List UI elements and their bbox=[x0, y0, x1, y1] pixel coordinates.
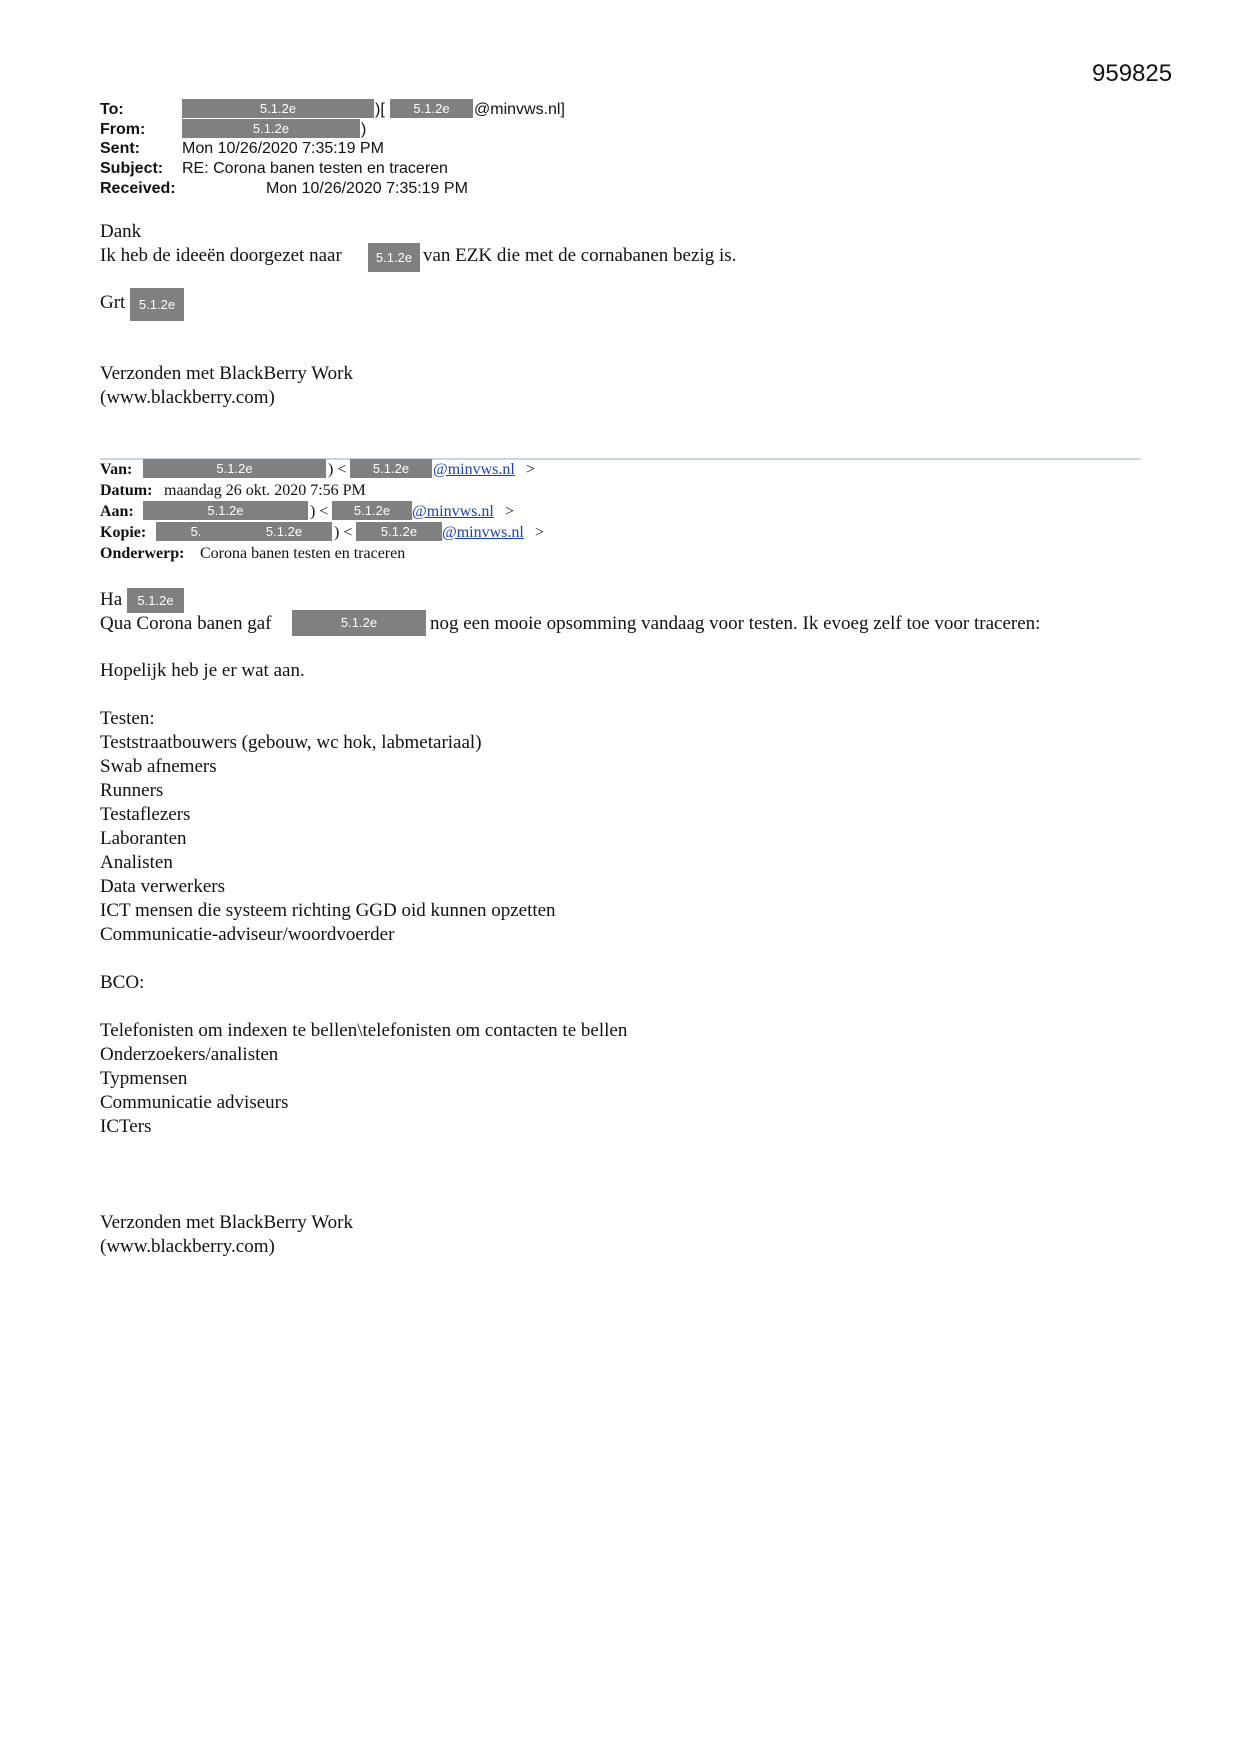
from-suffix: ) bbox=[361, 121, 367, 138]
subject-label: Subject: bbox=[100, 160, 164, 177]
list-item: ICTers bbox=[100, 1116, 152, 1137]
van-label: Van: bbox=[100, 461, 133, 478]
sent-label: Sent: bbox=[100, 140, 140, 157]
aan-email-link[interactable]: @minvws.nl bbox=[412, 503, 494, 520]
list-item: Onderzoekers/analisten bbox=[100, 1044, 279, 1065]
redaction-block: 5.1.2e bbox=[390, 99, 473, 118]
bco-heading: BCO: bbox=[100, 972, 145, 993]
redaction-block: 5.1.2e bbox=[292, 610, 426, 636]
kopie-bracket-close: > bbox=[535, 524, 545, 541]
list-item: Analisten bbox=[100, 852, 173, 873]
redaction-block: 5.1.2e bbox=[182, 119, 360, 138]
redaction-block: 5.1.2e bbox=[332, 501, 412, 520]
received-value: Mon 10/26/2020 7:35:19 PM bbox=[266, 180, 468, 197]
to-email-suffix: @minvws.nl] bbox=[474, 101, 565, 118]
body-hope: Hopelijk heb je er wat aan. bbox=[100, 660, 305, 681]
to-label: To: bbox=[100, 101, 124, 118]
redaction-block: 5.1.2e bbox=[143, 501, 308, 520]
list-item: ICT mensen die systeem richting GGD oid kunnen opzetten bbox=[100, 900, 556, 921]
subject-value: RE: Corona banen testen en traceren bbox=[182, 160, 448, 177]
onderwerp-label: Onderwerp: bbox=[100, 545, 185, 562]
list-item: Typmensen bbox=[100, 1068, 188, 1089]
van-bracket-close: > bbox=[526, 461, 536, 478]
reply-line-1: Dank bbox=[100, 221, 142, 242]
from-label: From: bbox=[100, 121, 146, 138]
datum-label: Datum: bbox=[100, 482, 153, 499]
list-item: Telefonisten om indexen te bellen\telefonisten om contacten te bellen bbox=[100, 1020, 628, 1041]
document-number: 959825 bbox=[1092, 60, 1173, 87]
redaction-block: 5.1.2e bbox=[127, 588, 184, 613]
to-separator: )[ bbox=[375, 101, 385, 118]
onderwerp-value: Corona banen testen en traceren bbox=[200, 545, 406, 562]
body-signature-2: (www.blackberry.com) bbox=[100, 1236, 275, 1257]
list-item: Communicatie adviseurs bbox=[100, 1092, 289, 1113]
list-item: Laboranten bbox=[100, 828, 187, 849]
redaction-block: 5.1.2e bbox=[350, 459, 432, 478]
aan-label: Aan: bbox=[100, 503, 134, 520]
reply-line-2b: van EZK die met de cornabanen bezig is. bbox=[423, 245, 737, 266]
sent-value: Mon 10/26/2020 7:35:19 PM bbox=[182, 140, 384, 157]
redaction-block: 5.1.2e bbox=[368, 243, 420, 272]
testen-heading: Testen: bbox=[100, 708, 155, 729]
redaction-block: 5. bbox=[156, 522, 236, 541]
body-greeting: Ha bbox=[100, 589, 123, 610]
aan-bracket-close: > bbox=[505, 503, 515, 520]
van-email-link[interactable]: @minvws.nl bbox=[433, 461, 515, 478]
reply-signature-1: Verzonden met BlackBerry Work bbox=[100, 363, 353, 384]
body-line-a: Qua Corona banen gaf bbox=[100, 613, 272, 634]
reply-signature-2: (www.blackberry.com) bbox=[100, 387, 275, 408]
redaction-block: 5.1.2e bbox=[236, 522, 332, 541]
van-bracket-open: ) < bbox=[328, 461, 347, 478]
list-item: Data verwerkers bbox=[100, 876, 226, 897]
datum-value: maandag 26 okt. 2020 7:56 PM bbox=[164, 482, 366, 499]
aan-bracket-open: ) < bbox=[310, 503, 329, 520]
list-item: Testaflezers bbox=[100, 804, 191, 825]
list-item: Runners bbox=[100, 780, 164, 801]
redaction-block: 5.1.2e bbox=[356, 522, 442, 541]
reply-line-2a: Ik heb de ideeën doorgezet naar bbox=[100, 245, 342, 266]
redaction-block: 5.1.2e bbox=[130, 288, 184, 321]
redaction-block: 5.1.2e bbox=[143, 459, 326, 478]
kopie-bracket-open: ) < bbox=[334, 524, 353, 541]
list-item: Communicatie-adviseur/woordvoerder bbox=[100, 924, 395, 945]
reply-greeting: Grt bbox=[100, 292, 126, 313]
kopie-email-link[interactable]: @minvws.nl bbox=[442, 524, 524, 541]
body-signature-1: Verzonden met BlackBerry Work bbox=[100, 1212, 353, 1233]
redaction-block: 5.1.2e bbox=[182, 99, 374, 118]
kopie-label: Kopie: bbox=[100, 524, 147, 541]
list-item: Swab afnemers bbox=[100, 756, 217, 777]
body-line-b: nog een mooie opsomming vandaag voor testen. Ik evoeg zelf toe voor traceren: bbox=[430, 613, 1041, 634]
list-item: Teststraatbouwers (gebouw, wc hok, labmetariaal) bbox=[100, 732, 482, 753]
received-label: Received: bbox=[100, 180, 176, 197]
